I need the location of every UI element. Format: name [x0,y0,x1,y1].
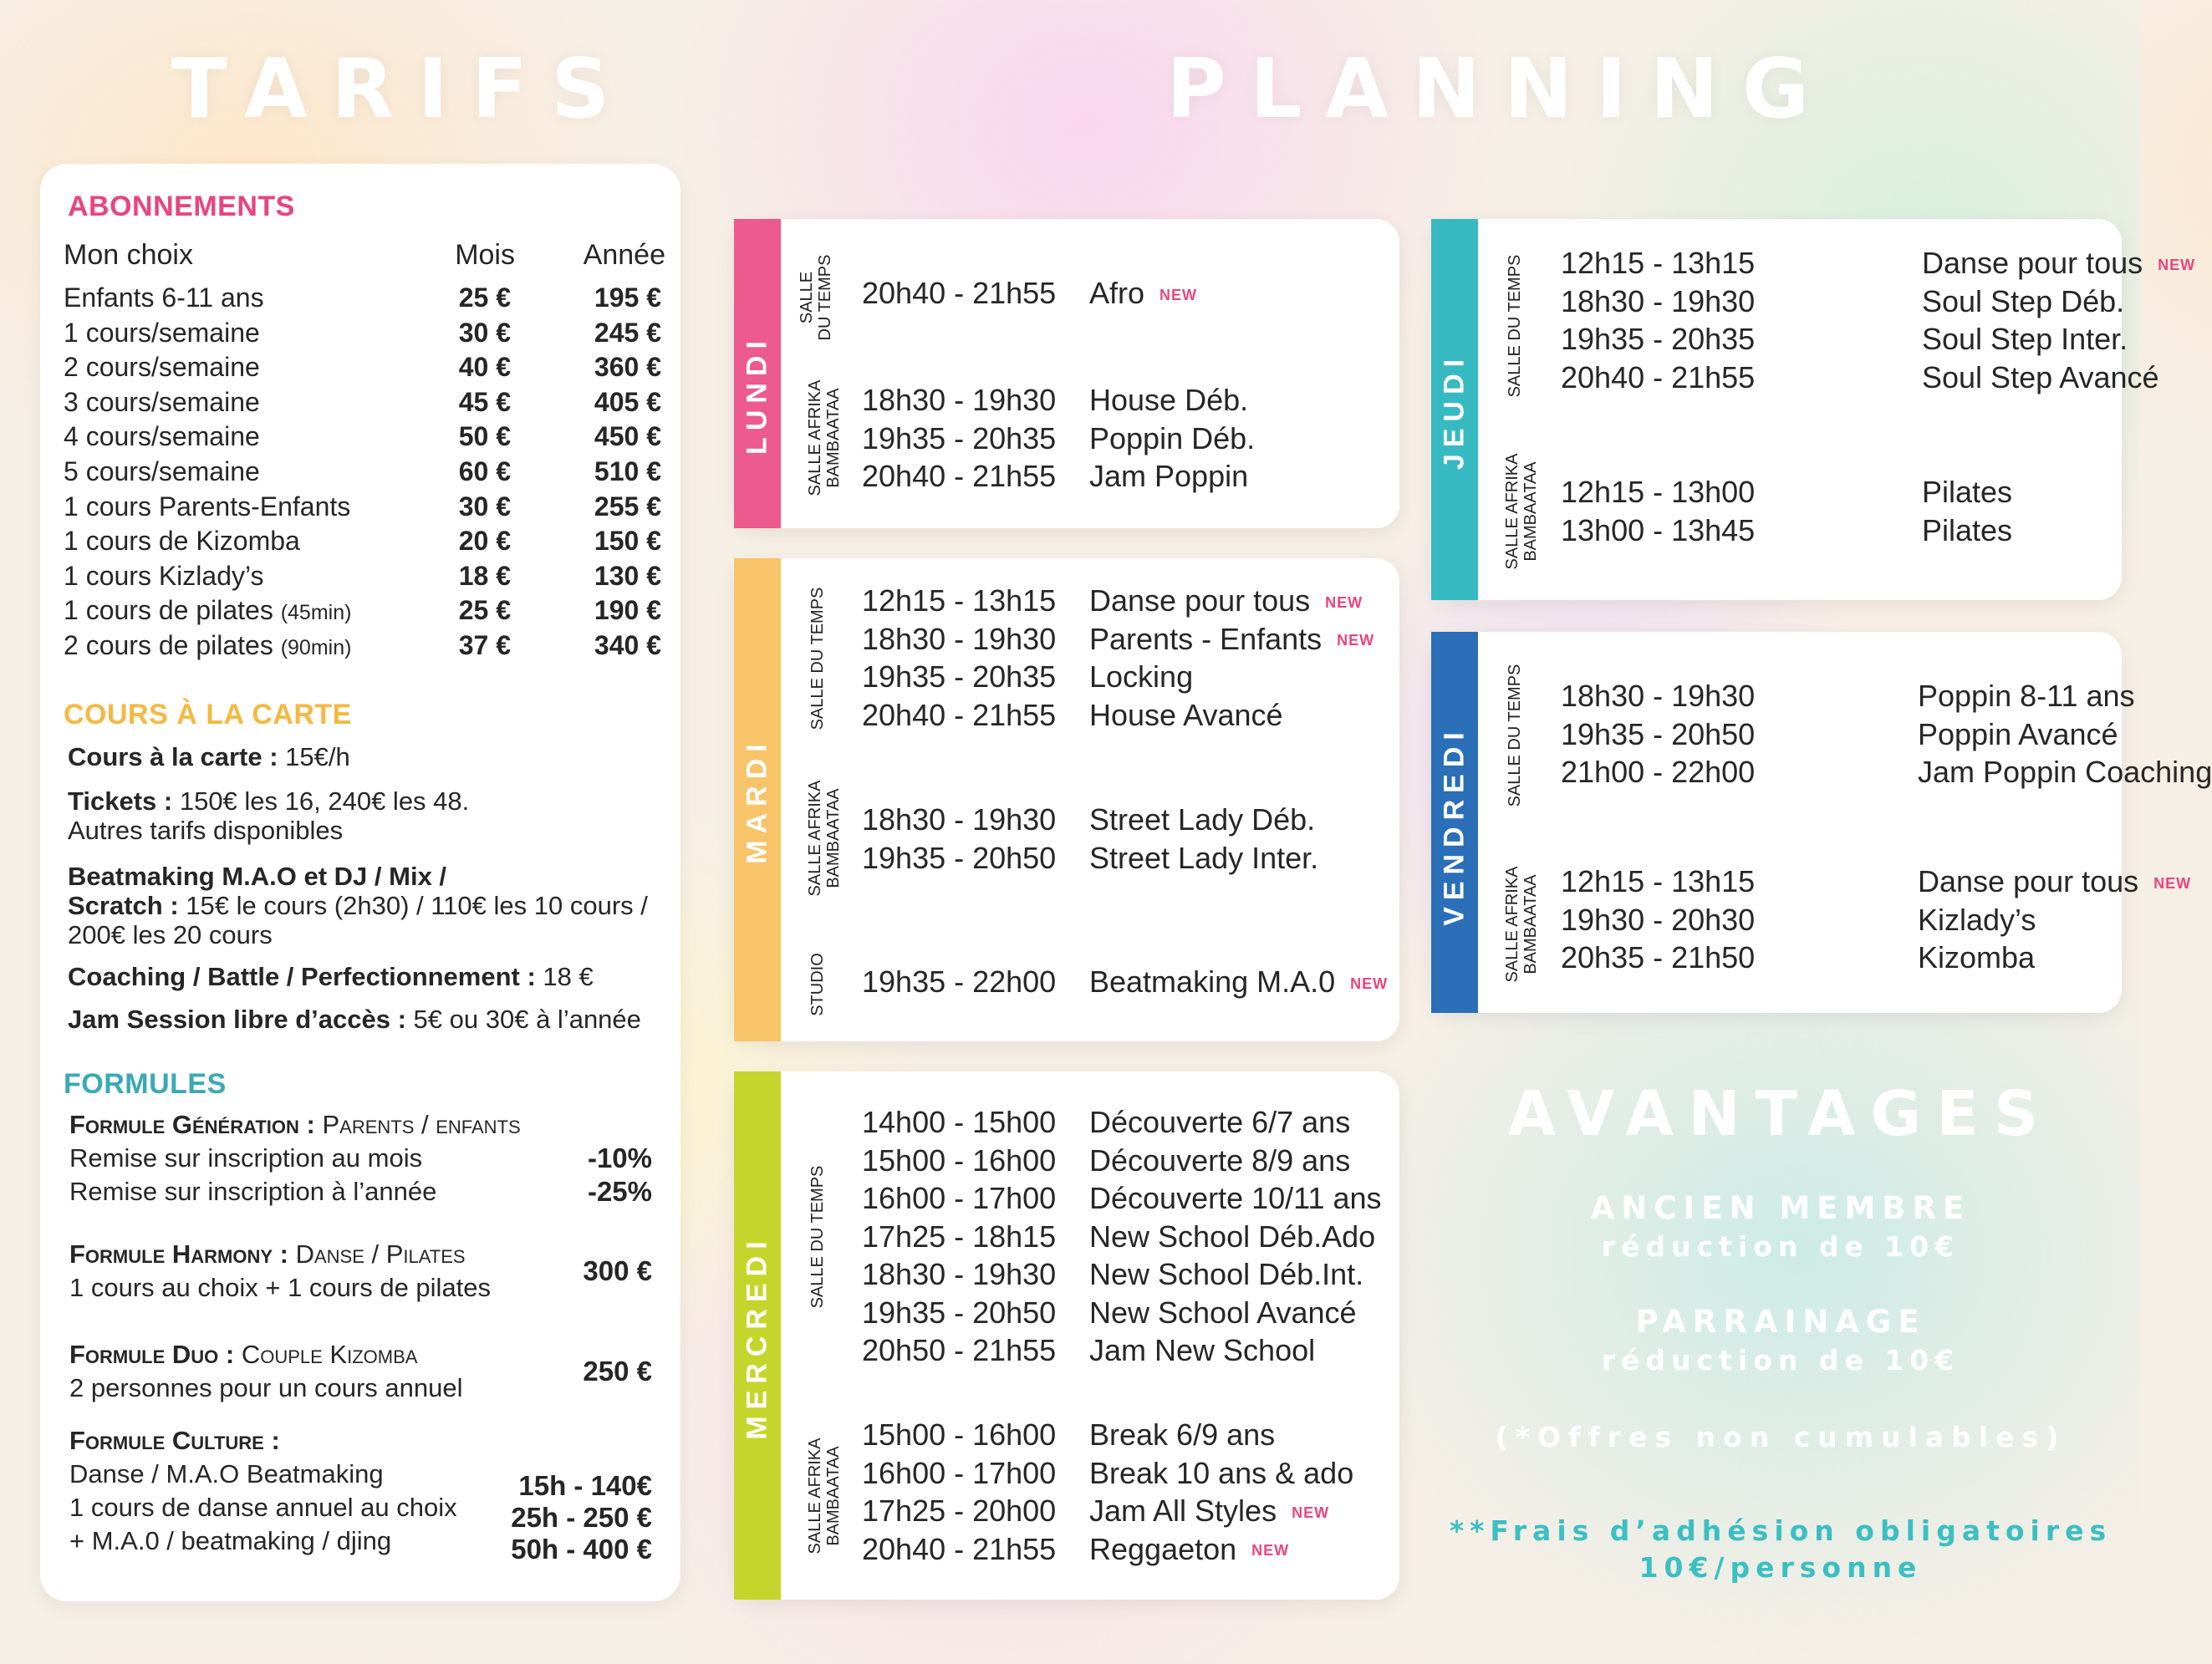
slot-class: Street Lady Déb. [1089,802,1316,837]
slot-class: Découverte 10/11 ans [1089,1181,1382,1215]
formules-heading: FORMULES [64,1068,227,1100]
slot-time: 18h30 - 19h30 [1561,679,1756,713]
slot-time: 19h35 - 20h50 [862,1295,1057,1330]
day-label-jeudi: JEUDI [1438,352,1470,471]
new-badge: NEW [2153,874,2192,892]
slot-class: Parents - Enfants NEW [1089,621,1375,656]
carte-line-5: Jam Session libre d’accès : 5€ ou 30€ à l’année [68,1005,641,1034]
slot-class: Poppin Avancé [1918,716,2118,751]
abonnement-label: 1 cours Kizlady’s [64,560,264,591]
abonnement-row [64,421,665,455]
abonnement-row [64,282,665,317]
room-label: SALLE DU TEMPS [808,1165,827,1309]
slot-time: 20h35 - 21h50 [1561,940,1756,974]
abonnement-year-price: 150 € [594,526,661,557]
carte-heading: COURS À LA CARTE [64,699,352,730]
planning-title: PLANNING [1166,42,1833,137]
ancien-membre-heading: ANCIEN MEMBRE [1590,1190,1971,1226]
day-label-mercredi: MERCREDI [741,1234,773,1440]
abonnement-row [64,352,665,386]
vendredi-band [1431,632,1478,1013]
slot-time: 12h15 - 13h15 [1561,246,1756,280]
abonnement-label: 5 cours/semaine [64,456,260,486]
slot-time: 20h40 - 21h55 [862,697,1057,732]
slot-time: 16h00 - 17h00 [862,1181,1057,1215]
slot-class: Jam Poppin Coaching [1918,755,2212,789]
parrainage-heading: PARRAINAGE [1635,1304,1926,1340]
abonnement-row [64,561,665,595]
slot-time: 18h30 - 19h30 [862,1257,1057,1291]
avantages-title: AVANTAGES [1507,1078,2054,1150]
slot-class: Jam Poppin [1089,459,1249,493]
slot-class: Danse pour tous NEW [1089,583,1363,618]
slot-time: 13h00 - 13h45 [1561,512,1756,547]
slot-time: 19h35 - 20h35 [862,420,1057,455]
col-month: Mois [455,239,515,271]
abonnement-label: 3 cours/semaine [64,386,260,417]
slot-class: Kizomba [1918,940,2036,974]
room-label: SALLE DU TEMPS [1506,254,1524,398]
slot-class: Break 10 ans & ado [1089,1455,1354,1490]
abonnement-month-price: 45 € [458,386,511,417]
slot-time: 18h30 - 19h30 [862,383,1057,417]
slot-class: Soul Step Déb. [1922,283,2125,318]
parrainage-reduction: réduction de 10€ [1601,1344,1960,1376]
slot-time: 19h30 - 20h30 [1561,902,1756,937]
abonnement-month-price: 37 € [458,630,511,660]
abonnement-label: 1 cours de pilates (45min) [64,595,352,626]
slot-class: Locking [1089,659,1194,694]
abonnement-month-price: 25 € [458,282,511,313]
new-badge: NEW [1325,593,1363,611]
new-badge: NEW [2158,256,2196,273]
carte-line-3: Beatmaking M.A.O et DJ / Mix / Scratch : 15€ le cours (2h30) / 110€ les 10 cours / 200€ les 20 cours [68,862,648,949]
slot-time: 18h30 - 19h30 [862,802,1057,837]
slot-class: Reggaeton NEW [1089,1531,1290,1566]
new-badge: NEW [1160,286,1198,303]
slot-class: Poppin 8-11 ans [1918,679,2135,713]
new-badge: NEW [1337,632,1375,649]
new-badge: NEW [1350,974,1389,992]
slot-class: Kizlady’s [1918,902,2036,937]
slot-class: Danse pour tous NEW [1922,246,2196,280]
slot-class: Afro NEW [1089,276,1198,310]
slot-class: Découverte 6/7 ans [1089,1105,1351,1139]
slot-time: 19h35 - 20h35 [862,659,1057,694]
slot-time: 17h25 - 20h00 [862,1494,1057,1528]
frais-adhesion-line-2: 10€/personne [1639,1551,1923,1584]
tarifs-panel [40,164,680,1601]
slot-time: 17h25 - 18h15 [862,1219,1057,1254]
carte-line-4: Coaching / Battle / Perfectionnement : 18 € [68,962,594,991]
frais-adhesion-line-1: **Frais d’adhésion obligatoires [1449,1514,2113,1547]
slot-time: 18h30 - 19h30 [1561,283,1756,318]
slot-time: 20h50 - 21h55 [862,1333,1057,1367]
abonnement-year-price: 405 € [594,386,661,417]
mercredi-band [734,1071,781,1600]
abonnement-row [64,456,665,491]
abonnement-label: 2 cours de pilates (90min) [64,630,352,660]
card-jeudi [1431,219,2196,600]
abonnement-year-price: 130 € [594,560,661,591]
new-badge: NEW [1251,1542,1290,1560]
card-vendredi [1431,632,2212,1013]
slot-class: Pilates [1922,512,2013,547]
offres-note: (*Offres non cumulables) [1495,1421,2067,1453]
slot-time: 19h35 - 22h00 [862,964,1057,999]
abonnement-month-price: 20 € [458,526,511,557]
slot-class: Découverte 8/9 ans [1089,1142,1351,1178]
abonnement-label: 1 cours Parents-Enfants [64,491,351,522]
slot-class: Street Lady Inter. [1089,840,1319,875]
abonnement-label: 4 cours/semaine [64,421,260,452]
abonnement-month-price: 60 € [458,456,511,486]
slot-class: Danse pour tous NEW [1918,864,2192,898]
room-label: SALLE AFRIKA BAMBAATAA [806,780,843,897]
slot-time: 12h15 - 13h15 [1561,864,1756,898]
slot-time: 15h00 - 16h00 [862,1142,1057,1178]
room-label: SALLE AFRIKA BAMBAATAA [806,379,843,496]
tarifs-title: TARIFS [171,42,634,137]
slot-time: 18h30 - 19h30 [862,621,1057,656]
mardi-band [734,558,781,1041]
room-label: SALLE AFRIKA BAMBAATAA [1503,453,1540,570]
slot-class: House Déb. [1089,383,1249,417]
slot-class: Jam New School [1089,1333,1316,1367]
formule-culture: Formule Culture : Danse / M.A.O Beatmaking 15h - 140€ 1 cours de danse annuel au choix 25h - 250 € + M.A.0 / beatmaking / djing 50h - 400 € [69,1426,652,1565]
formule-harmony: Formule Harmony : Danse / Pilates 1 cours au choix + 1 cours de pilates 300 € [69,1239,652,1302]
col-choice: Mon choix [64,239,193,271]
abonnement-row [64,491,665,526]
slot-class: Beatmaking M.A.0 NEW [1089,964,1389,999]
abonnement-year-price: 245 € [594,317,661,348]
abonnement-year-price: 340 € [594,630,661,660]
slot-time: 12h15 - 13h15 [862,583,1057,618]
slot-time: 19h35 - 20h50 [1561,716,1756,751]
card-mardi [734,558,1399,1041]
slot-class: Pilates [1922,475,2013,509]
abonnement-month-price: 25 € [458,595,511,626]
slot-time: 12h15 - 13h00 [1561,475,1756,509]
abonnement-row [64,387,665,421]
slot-time: 16h00 - 17h00 [862,1455,1057,1490]
room-label: STUDIO [808,953,827,1016]
slot-class: New School Déb.Ado [1089,1219,1376,1254]
jeudi-band [1431,219,1478,600]
new-badge: NEW [1292,1504,1330,1521]
slot-time: 14h00 - 15h00 [862,1105,1057,1139]
formule-generation: Formule Génération : Parents / enfants Remise sur inscription au mois -10% Remise sur inscription à l’année -25% [69,1110,652,1207]
carte-line-2: Tickets : 150€ les 16, 240€ les 48. Autres tarifs disponibles [68,786,470,845]
slot-time: 19h35 - 20h35 [1561,322,1756,356]
room-label: SALLE AFRIKA BAMBAATAA [1503,866,1540,983]
slot-class: Break 6/9 ans [1089,1417,1276,1452]
abonnement-label: Enfants 6-11 ans [64,282,264,313]
abonnement-month-price: 40 € [458,352,511,383]
slot-class: Soul Step Avancé [1922,359,2159,394]
abonnement-label: 2 cours/semaine [64,352,260,383]
abonnements-heading: ABONNEMENTS [68,191,295,222]
abonnement-year-price: 190 € [594,595,661,626]
carte-line-1: Cours à la carte : 15€/h [68,742,350,771]
room-label: SALLE DU TEMPS [808,587,827,730]
slot-time: 15h00 - 16h00 [862,1417,1057,1452]
abonnement-year-price: 195 € [594,282,661,313]
slot-time: 20h40 - 21h55 [862,1531,1057,1566]
room-label: SALLE DU TEMPS [798,254,834,341]
abonnement-row [64,318,665,352]
ancien-membre-reduction: réduction de 10€ [1601,1230,1960,1263]
formule-duo: Formule Duo : Couple Kizomba 2 personnes pour un cours annuel 250 € [69,1340,652,1402]
slot-time: 21h00 - 22h00 [1561,755,1756,789]
day-label-mardi: MARDI [741,737,773,864]
day-label-vendredi: VENDREDI [1438,725,1470,926]
card-lundi [734,219,1399,528]
abonnement-row [64,595,665,629]
room-label: SALLE AFRIKA BAMBAATAA [806,1438,843,1555]
slot-time: 19h35 - 20h50 [862,840,1057,875]
room-label: SALLE DU TEMPS [1506,664,1524,807]
day-label-lundi: LUNDI [741,334,773,455]
slot-class: Poppin Déb. [1089,420,1256,455]
slot-class: New School Déb.Int. [1089,1257,1364,1291]
abonnement-month-price: 30 € [458,317,511,348]
slot-class: New School Avancé [1089,1295,1357,1330]
slot-class: House Avancé [1089,697,1283,732]
abonnement-month-price: 50 € [458,421,511,452]
slot-time: 20h40 - 21h55 [1561,359,1756,394]
abonnement-year-price: 360 € [594,352,661,383]
slot-class: Jam All Styles NEW [1089,1494,1330,1528]
abonnement-label: 1 cours/semaine [64,317,260,348]
slot-time: 20h40 - 21h55 [862,459,1057,493]
col-year: Année [583,239,665,271]
abonnement-label: 1 cours de Kizomba [64,526,300,557]
abonnement-year-price: 255 € [594,491,661,522]
abonnement-row [64,630,665,664]
abonnement-year-price: 450 € [594,421,661,452]
card-mercredi [734,1071,1399,1600]
abonnement-month-price: 18 € [458,560,511,591]
lundi-band [734,219,781,528]
slot-time: 20h40 - 21h55 [862,276,1057,310]
abonnement-row [64,526,665,560]
abonnement-year-price: 510 € [594,456,661,486]
slot-class: Soul Step Inter. [1922,322,2128,356]
abonnement-month-price: 30 € [458,491,511,522]
